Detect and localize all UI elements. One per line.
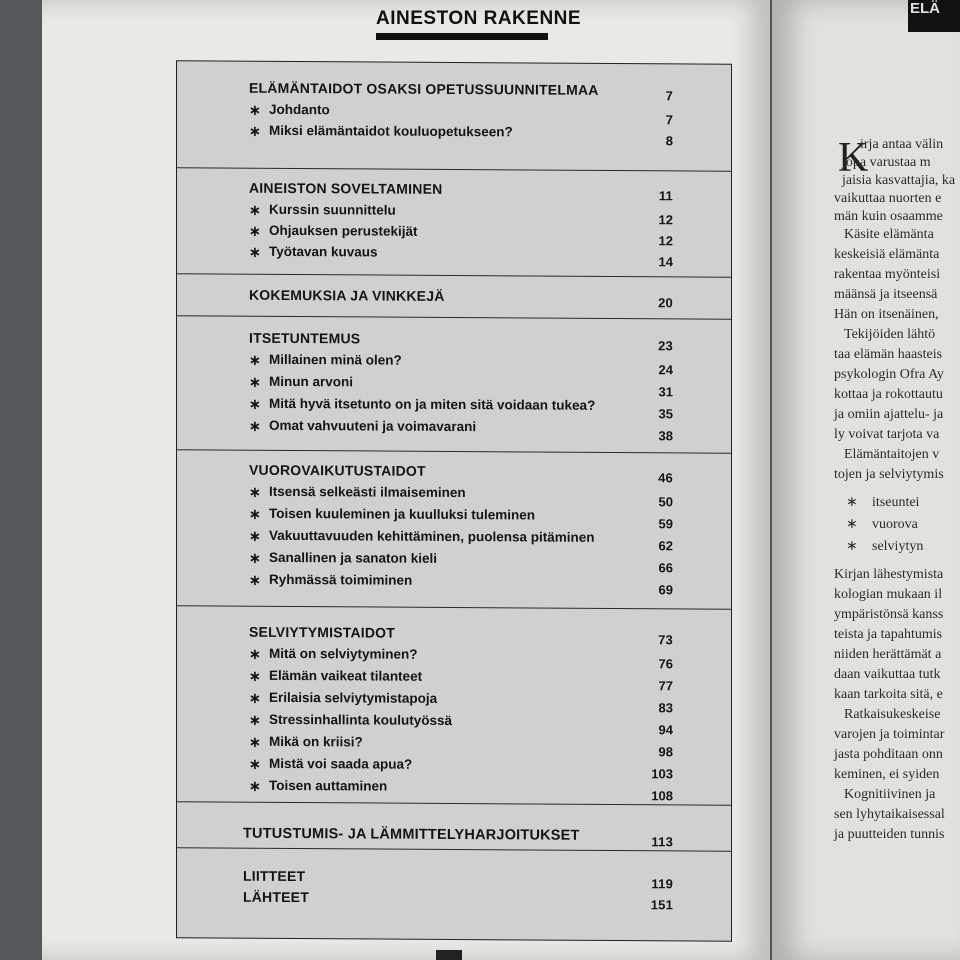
toc-page-number: 23 — [658, 338, 673, 354]
toc-heading-label: ELÄMÄNTAIDOT OSAKSI OPETUSSUUNNITELMAA — [249, 79, 599, 98]
toc-item-label: Toisen auttaminen — [269, 777, 388, 794]
toc-heading-label: TUTUSTUMIS- JA LÄMMITTELYHARJOITUKSET — [243, 825, 580, 844]
toc-page-number: 14 — [658, 254, 673, 270]
body-text-line: rakentaa myönteisi — [834, 267, 941, 282]
toc-item-label: Mitä hyvä itsetunto on ja miten sitä voidaan tukea? — [269, 395, 596, 413]
toc-item — [249, 243, 673, 270]
toc-heading-label: LIITTEET — [243, 867, 306, 885]
drop-cap: K — [838, 135, 869, 181]
body-text-line: keminen, ei syiden — [834, 767, 940, 782]
toc-section-heading — [249, 461, 673, 486]
toc-section-heading — [243, 825, 673, 850]
body-text-line: teista ja tapahtumis — [834, 627, 943, 642]
body-text-line: kaan tarkoita sitä, e — [834, 687, 943, 702]
toc-item-label: Ohjauksen perustekijät — [269, 222, 418, 239]
toc-item — [249, 755, 673, 782]
toc-page-number: 50 — [658, 494, 673, 510]
toc-section — [177, 605, 731, 805]
body-text-line: Tekijöiden lähtö — [844, 327, 936, 342]
toc-item — [249, 201, 673, 228]
toc-item-label: Ryhmässä toimiminen — [269, 571, 413, 588]
toc-item — [249, 373, 673, 400]
toc-item — [249, 711, 673, 738]
toc-page-number: 24 — [658, 362, 673, 378]
toc-section-heading — [243, 888, 673, 913]
toc-page-number: 12 — [658, 212, 673, 228]
body-text-line: niiden herättämät a — [834, 647, 942, 662]
toc-item — [249, 733, 673, 760]
toc-item — [249, 549, 673, 576]
body-text-line: kottaa ja rokottautu — [834, 387, 943, 402]
asterisk-bullet-icon: ∗ — [249, 201, 261, 218]
toc-item — [249, 667, 673, 694]
asterisk-bullet-icon: ∗ — [249, 222, 261, 239]
toc-page-number: 59 — [658, 516, 673, 532]
toc-section-heading — [243, 867, 673, 892]
body-text-line: män kuin osaamme — [834, 209, 943, 224]
toc-item-label: Stressinhallinta koulutyössä — [269, 711, 453, 728]
toc-item — [249, 483, 673, 510]
body-text-line: Ratkaisukeskeise — [844, 707, 941, 722]
toc-heading-label: AINEISTON SOVELTAMINEN — [249, 179, 443, 197]
toc-page-number: 20 — [658, 295, 673, 311]
title-underline-bar — [376, 33, 548, 40]
asterisk-bullet-icon: ∗ — [249, 645, 261, 662]
body-text-line: ja puutteiden tunnis — [834, 827, 945, 842]
body-text-line: selviytyn — [872, 539, 924, 554]
toc-page-number: 66 — [658, 560, 673, 576]
toc-page-number: 31 — [658, 384, 673, 400]
toc-item — [249, 395, 673, 422]
body-text-line: ja omiin ajattelu- ja — [834, 407, 944, 422]
toc-item — [249, 777, 673, 804]
page-edge-mark — [436, 950, 462, 960]
toc-section-heading — [249, 79, 673, 104]
body-text-line: jasta pohditaan onn — [834, 747, 943, 762]
body-text-line: kologian mukaan il — [834, 587, 943, 602]
toc-item-label: Työtavan kuvaus — [269, 243, 378, 260]
body-text-line: tojen ja selviytymis — [834, 467, 944, 482]
body-text-line: vuorova — [872, 517, 918, 532]
asterisk-bullet-icon: ∗ — [249, 667, 261, 684]
body-text-line: ly voivat tarjota va — [834, 427, 940, 442]
table-of-contents — [176, 60, 732, 941]
asterisk-bullet-icon: ∗ — [249, 101, 261, 118]
toc-item — [249, 527, 673, 554]
page-title: AINESTON RAKENNE — [376, 8, 582, 29]
asterisk-bullet-icon: ∗ — [249, 373, 261, 390]
toc-page-number: 35 — [658, 406, 673, 422]
toc-page-number: 119 — [651, 876, 673, 892]
toc-section — [177, 847, 731, 940]
asterisk-bullet-icon: ∗ — [249, 417, 261, 434]
asterisk-bullet-icon: ∗ — [249, 527, 261, 544]
toc-page-number: 151 — [650, 897, 673, 913]
asterisk-bullet-icon: ∗ — [249, 711, 261, 728]
toc-page-number: 108 — [651, 788, 673, 804]
toc-page-number: 38 — [658, 428, 673, 444]
right-page-header: ELÄ — [910, 0, 940, 17]
body-text-line: itseuntei — [872, 495, 920, 510]
toc-item — [249, 417, 673, 444]
body-text-line: jaisia kasvattajia, ka — [842, 173, 956, 188]
toc-item-label: Sanallinen ja sanaton kieli — [269, 549, 438, 566]
toc-item-label: Minun arvoni — [269, 373, 353, 390]
toc-section-heading — [249, 623, 673, 648]
toc-page-number: 77 — [658, 678, 673, 694]
toc-heading-label: SELVIYTYMISTAIDOT — [249, 623, 395, 641]
asterisk-bullet-icon: ∗ — [249, 689, 261, 706]
body-text-line: keskeisiä elämänta — [834, 247, 940, 262]
toc-item-label: Mikä on kriisi? — [269, 733, 363, 750]
asterisk-bullet-icon: ∗ — [249, 351, 261, 368]
toc-item-label: Kurssin suunnittelu — [269, 201, 396, 218]
toc-section — [177, 315, 731, 453]
body-text-line: Kognitiivinen ja — [844, 787, 936, 802]
body-text-line: määnsä ja itseensä — [834, 287, 938, 302]
body-text-line: Käsite elämänta — [844, 227, 934, 242]
toc-item-label: Toisen kuuleminen ja kuulluksi tuleminen — [269, 505, 536, 523]
asterisk-bullet-icon: ∗ — [249, 571, 261, 588]
toc-section — [177, 61, 731, 171]
toc-section-heading — [249, 179, 673, 204]
body-text-line: varojen ja toimintar — [834, 727, 945, 742]
toc-item — [249, 351, 673, 378]
body-text-line: vaikuttaa nuorten e — [834, 191, 942, 206]
asterisk-bullet-icon: ∗ — [249, 395, 261, 412]
body-text-line: ympäristönsä kanss — [834, 607, 944, 622]
toc-section — [177, 801, 731, 851]
toc-item-label: Vakuuttavuuden kehittäminen, puolensa pitäminen — [269, 527, 595, 545]
toc-page-number: 113 — [651, 834, 673, 850]
toc-page-number: 83 — [658, 700, 673, 716]
body-text-line: Kirjan lähestymista — [834, 567, 944, 582]
asterisk-bullet-icon: ∗ — [249, 122, 261, 139]
toc-page-number: 69 — [658, 582, 673, 598]
toc-item-label: Omat vahvuuteni ja voimavarani — [269, 417, 477, 435]
toc-item-label: Johdanto — [269, 101, 330, 118]
toc-page-number: 98 — [658, 744, 673, 760]
body-text-line: jopa varustaa m — [842, 155, 931, 170]
asterisk-bullet-icon: ∗ — [249, 243, 261, 260]
right-page — [772, 0, 960, 960]
body-text-line: sen lyhytaikaisessal — [834, 807, 945, 822]
toc-section-heading — [249, 286, 673, 311]
toc-heading-label: LÄHTEET — [243, 888, 309, 906]
toc-page-number: 12 — [658, 233, 673, 249]
asterisk-bullet-icon: ∗ — [249, 483, 261, 500]
toc-page-number: 46 — [658, 470, 673, 486]
toc-item-label: Miksi elämäntaidot kouluopetukseen? — [269, 122, 513, 140]
toc-section — [177, 273, 731, 319]
asterisk-bullet-icon: ∗ — [846, 495, 858, 510]
toc-item-label: Mitä on selviytyminen? — [269, 645, 418, 662]
asterisk-bullet-icon: ∗ — [846, 517, 858, 532]
toc-page-number: 62 — [658, 538, 673, 554]
asterisk-bullet-icon: ∗ — [249, 549, 261, 566]
asterisk-bullet-icon: ∗ — [846, 539, 858, 554]
toc-page-number: 7 — [665, 112, 673, 128]
toc-section — [177, 167, 731, 277]
toc-item — [249, 505, 673, 532]
toc-heading-label: VUOROVAIKUTUSTAIDOT — [249, 461, 426, 479]
asterisk-bullet-icon: ∗ — [249, 777, 261, 794]
toc-item-label: Elämän vaikeat tilanteet — [269, 667, 423, 684]
toc-page-number: 94 — [658, 722, 673, 738]
toc-page-number: 76 — [658, 656, 673, 672]
toc-item — [249, 571, 673, 598]
toc-page-number: 8 — [665, 133, 673, 149]
toc-page-number: 73 — [658, 632, 673, 648]
body-text-line: Elämäntaitojen v — [844, 447, 940, 462]
toc-item-label: Mistä voi saada apua? — [269, 755, 413, 772]
toc-item — [249, 689, 673, 716]
toc-item — [249, 222, 673, 249]
toc-page-number: 11 — [658, 188, 673, 204]
asterisk-bullet-icon: ∗ — [249, 733, 261, 750]
asterisk-bullet-icon: ∗ — [249, 505, 261, 522]
toc-page-number: 103 — [651, 766, 673, 782]
asterisk-bullet-icon: ∗ — [249, 755, 261, 772]
toc-page-number: 7 — [665, 88, 673, 104]
body-text-line: Hän on itsenäinen, — [834, 307, 939, 322]
body-text-line: psykologin Ofra Ay — [834, 367, 944, 382]
body-text-line: daan vaikuttaa tutk — [834, 667, 941, 682]
toc-section-heading — [249, 329, 673, 354]
toc-item-label: Erilaisia selviytymistapoja — [269, 689, 438, 706]
toc-heading-label: KOKEMUKSIA JA VINKKEJÄ — [249, 286, 445, 304]
toc-item — [249, 122, 673, 149]
toc-item-label: Itsensä selkeästi ilmaiseminen — [269, 483, 466, 501]
toc-heading-label: ITSETUNTEMUS — [249, 329, 361, 347]
body-text-line: irja antaa välin — [860, 137, 944, 152]
page-title-block — [376, 6, 582, 42]
toc-item — [249, 645, 673, 672]
toc-item — [249, 101, 673, 128]
toc-item-label: Millainen minä olen? — [269, 351, 402, 368]
body-text-line: taa elämän haasteis — [834, 347, 943, 362]
toc-section — [177, 449, 731, 609]
